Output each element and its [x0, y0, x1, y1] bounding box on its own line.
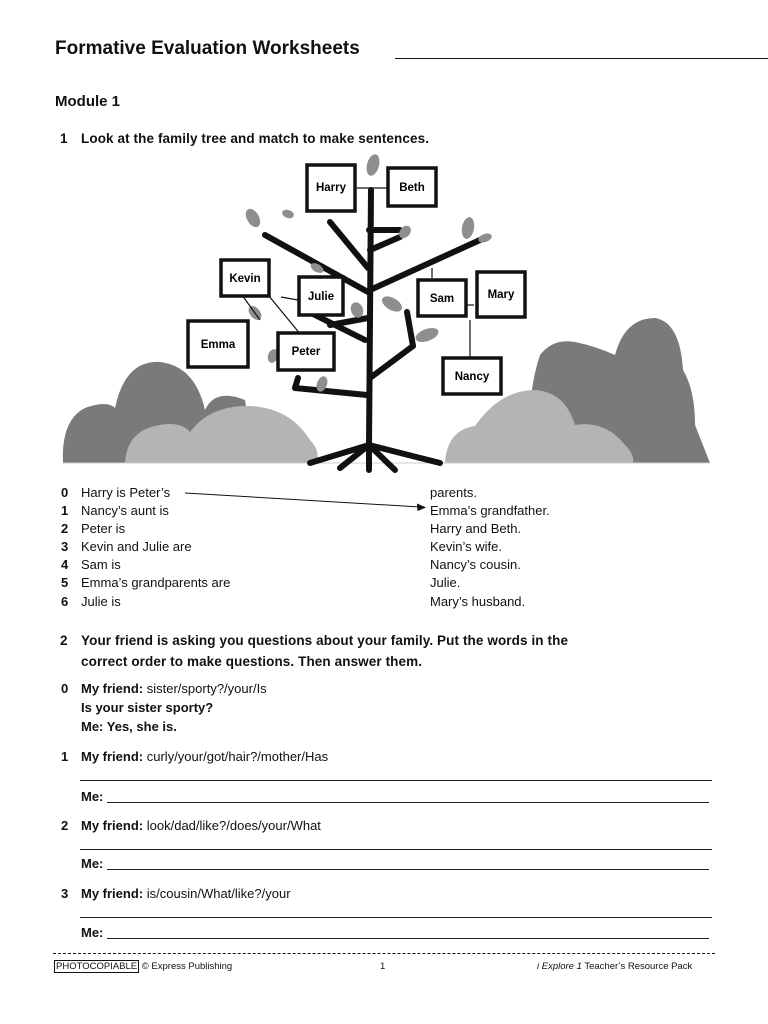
match-right-3: Kevin’s wife. [430, 539, 503, 554]
match-left-6: Julie is [81, 594, 121, 609]
match-right-5: Julie. [430, 575, 461, 590]
title-rule [395, 58, 768, 59]
q2-item-3-prompt [81, 886, 291, 901]
box-emma [188, 321, 248, 367]
name-julie: Julie [307, 291, 335, 303]
footer-divider [53, 953, 715, 954]
name-sam: Sam [429, 293, 455, 305]
match-right-4: Nancy’s cousin. [430, 557, 521, 572]
footer-right [537, 961, 692, 972]
box-julie [299, 277, 343, 315]
q2-item-1-num: 1 [61, 749, 69, 764]
name-harry: Harry [315, 182, 347, 194]
box-harry [307, 165, 355, 211]
q2-item-1-prompt [81, 749, 328, 764]
q2-example-prompt [81, 681, 267, 696]
match-num-1: 1 [61, 503, 69, 518]
name-mary: Mary [487, 289, 515, 301]
match-left-2: Peter is [81, 521, 126, 536]
box-mary [477, 272, 525, 317]
q2-example-question: Is your sister sporty? [81, 700, 214, 715]
q2-item-3-num: 3 [61, 886, 69, 901]
match-right-1: Emma’s grandfather. [430, 503, 550, 518]
friend-label: My friend: [81, 886, 144, 901]
q1-number: 1 [60, 131, 68, 146]
photocopiable-badge: PHOTOCOPIABLE [56, 961, 138, 972]
match-right-6: Mary’s husband. [430, 594, 526, 609]
footer-left [54, 961, 232, 972]
match-left-4: Sam is [81, 557, 121, 572]
q2-example-words: sister/sporty?/your/Is [146, 681, 267, 696]
match-left-1: Nancy’s aunt is [81, 503, 169, 518]
box-beth [388, 168, 436, 206]
q2-item-2-answer-line[interactable] [107, 869, 709, 870]
pack-subtitle: Teacher’s Resource Pack [581, 961, 693, 972]
page-title: Formative Evaluation Worksheets [55, 38, 360, 59]
match-num-3: 3 [61, 539, 69, 554]
pack-title: i Explore 1 [537, 961, 582, 972]
match-right-2: Harry and Beth. [430, 521, 522, 536]
match-num-6: 6 [61, 594, 69, 609]
q2-instruction-line2: correct order to make questions. Then answer them. [81, 654, 423, 669]
friend-label: My friend: [81, 818, 144, 833]
match-num-2: 2 [61, 521, 69, 536]
q2-item-1-words: curly/your/got/hair?/mother/Has [146, 749, 329, 764]
left-bushes [63, 362, 318, 463]
me-label: Me: [81, 925, 104, 940]
q2-example-num: 0 [61, 681, 69, 696]
q1-instruction: Look at the family tree and match to make sentences. [81, 131, 430, 146]
q2-item-3-words: is/cousin/What/like?/your [146, 886, 291, 901]
name-boxes [188, 165, 525, 394]
match-num-4: 4 [61, 557, 69, 572]
q2-item-3-question-line[interactable] [80, 917, 712, 918]
match-left-5: Emma’s grandparents are [81, 575, 231, 590]
name-peter: Peter [291, 346, 321, 358]
friend-label: My friend: [81, 681, 144, 696]
me-label: Me: [81, 789, 104, 804]
box-peter [278, 333, 334, 370]
match-num-0: 0 [61, 485, 69, 500]
q2-item-2-prompt [81, 818, 321, 833]
module-heading: Module 1 [55, 93, 121, 110]
match-num-5: 5 [61, 575, 69, 590]
name-nancy: Nancy [454, 371, 490, 383]
q2-item-2-question-line[interactable] [80, 849, 712, 850]
me-label: Me: [81, 856, 104, 871]
page-number: 1 [380, 961, 386, 972]
friend-label: My friend: [81, 749, 144, 764]
name-kevin: Kevin [229, 273, 261, 285]
q2-item-2-words: look/dad/like?/does/your/What [146, 818, 321, 833]
box-kevin [221, 260, 269, 296]
q2-example-answer: Me: Yes, she is. [81, 719, 177, 734]
q2-item-2-num: 2 [61, 818, 69, 833]
q2-instruction-line1: Your friend is asking you questions about your family. Put the words in the [81, 633, 569, 648]
match-left-0: Harry is Peter’s [81, 485, 171, 500]
example-arrow [180, 485, 430, 515]
box-nancy [443, 358, 501, 394]
match-right-0: parents. [430, 485, 477, 500]
q2-number: 2 [60, 633, 68, 648]
box-sam [418, 280, 466, 316]
name-emma: Emma [200, 339, 236, 351]
q2-item-1-question-line[interactable] [80, 780, 712, 781]
name-beth: Beth [399, 182, 425, 194]
match-left-3: Kevin and Julie are [81, 539, 192, 554]
q2-item-1-answer-line[interactable] [107, 802, 709, 803]
publisher: © Express Publishing [141, 961, 233, 972]
q2-item-3-answer-line[interactable] [107, 938, 709, 939]
family-tree-illustration [55, 150, 715, 475]
